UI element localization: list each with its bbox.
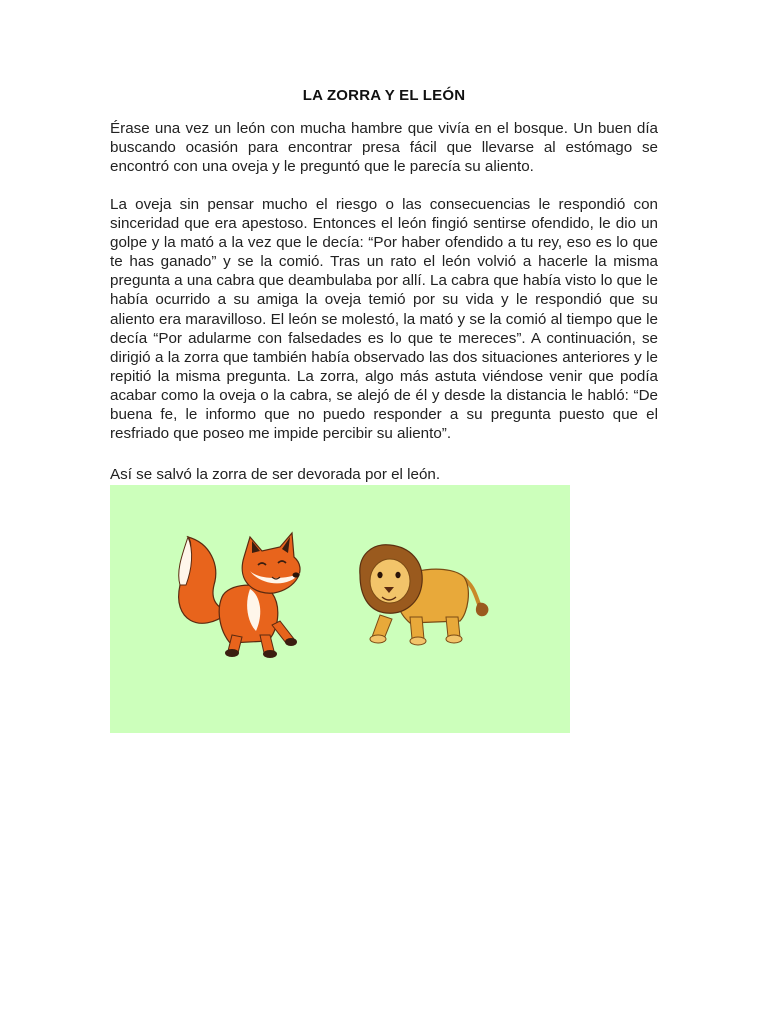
story-illustration (110, 485, 570, 733)
paragraph-intro: Érase una vez un león con mucha hambre que vivía en el bosque. Un buen día buscando ocasión para encontrar presa fácil que llevarse al estómago se encontró con una oveja y le preguntó que le parecía su aliento. (110, 120, 658, 176)
lion-icon (360, 545, 489, 645)
illustration-canvas (110, 485, 570, 733)
fox-icon (179, 533, 300, 658)
paragraph-ending: Así se salvó la zorra de ser devorada por el león. (110, 466, 441, 483)
paragraph-body: La oveja sin pensar mucho el riesgo o las consecuencias le respondió con sinceridad que era apestoso. Entonces el león fingió sentirse ofendido, le dio un golpe y la mató a la vez que le decía: “Por haber ofendido a tu rey, eso es lo que te has ganado” y se la comió. Tras un rato el león volvió a hacerle la misma pregunta a una cabra que deambulaba por allí. La cabra que había visto lo que le había ocurrido a su amiga la oveja temió por su vida y le respondió que su aliento era maravilloso. El león se molestó, la mató y se la comió al tiempo que le decía “Por adularme con falsedades es lo que te mereces”. A continuación, se dirigió a la zorra que también había observado las dos situaciones anteriores y le repitió la misma pregunta. La zorra, algo más astuta viéndose venir que podía acabar como la oveja o la cabra, se alejó de él y desde la distancia le habló: “De buena fe, le informo que no puedo responder a su pregunta puesto que el resfriado que poseo me impide percibir su aliento”. (110, 196, 658, 443)
story-title: LA ZORRA Y EL LEÓN (302, 87, 466, 104)
